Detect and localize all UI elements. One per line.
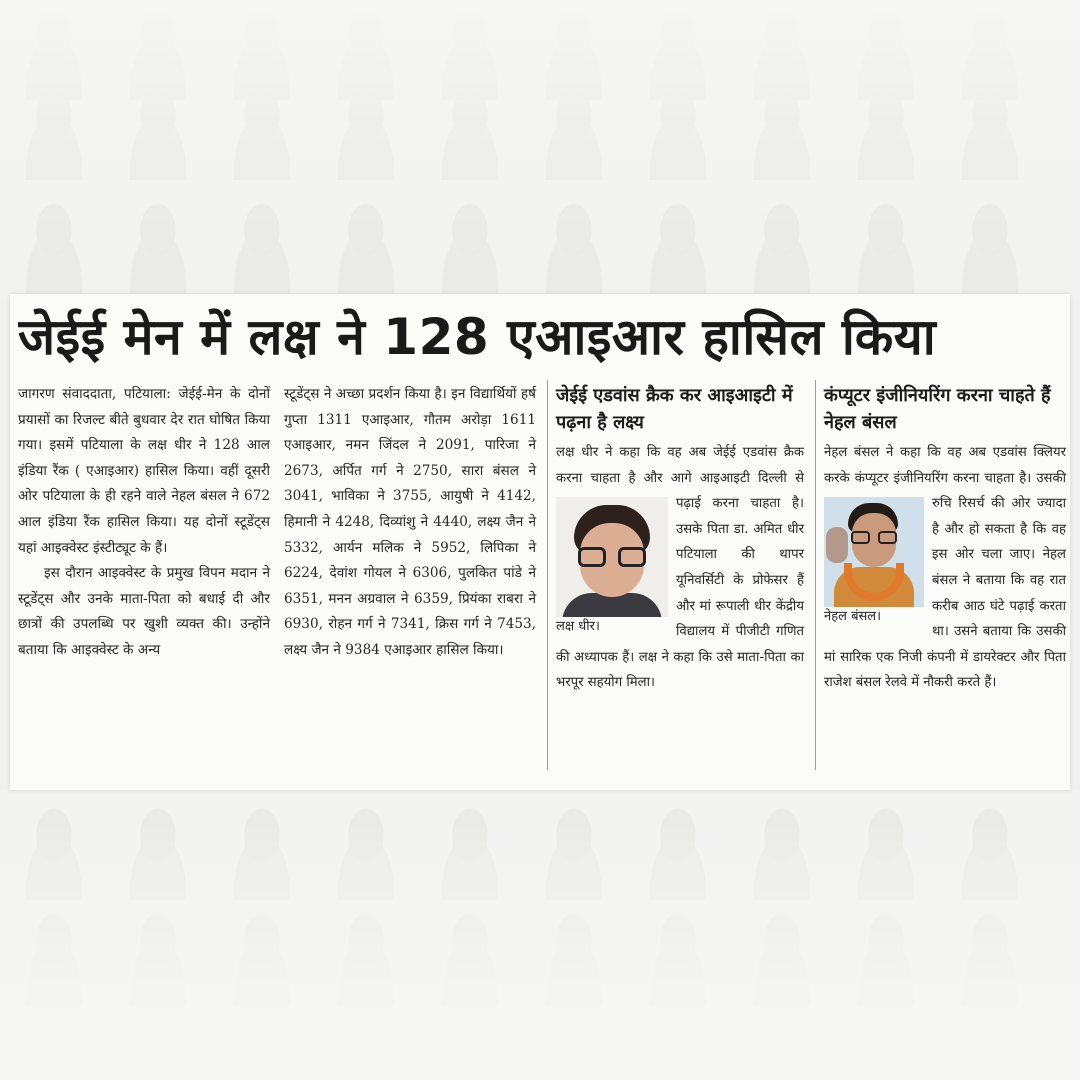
paragraph: स्टूडेंट्स ने अच्छा प्रदर्शन किया है। इन विद्यार्थियों हर्ष गुप्ता 1311 एआइआर, गौतम अरोड़ा 1611 एआइआर, नमन जिंदल ने 2091, पारिजा ने 2673, अर्पित गर्ग ने 2750, सारा बंसल ने 3041, भाविका ने 3755, आयुषी ने 4142, हिमानी ने 4248, दिव्यांशु ने 4440, लक्ष्य जैन ने 5332, आर्यन मलिक ने 5952, लिपिका ने 6224, देवांश गोयल ने 6306, पुलकित पांडे ने 6351, मनन अग्रवाल ने 6359, प्रियंका राबरा ने 6930, रोहन गर्ग ने 7341, क्रिस गर्ग ने 7453, लक्ष्य जैन ने 9384 एआइआर हासिल किया। [284,386,536,658]
article-column-1 [18,382,270,664]
photo-nehal-bansal [824,497,924,627]
background-fade-bottom [0,790,1080,1080]
portrait-image [824,497,924,607]
paragraph-end: आठ घंटे पढ़ाई करता था। उसने बताया कि उसकी मां सारिक एक निजी कंपनी में डायरेक्टर और पिता राजेश बंसल रेलवे में नौकरी करते हैं। [824,598,1066,691]
paragraph: जागरण संवाददाता, पटियाला: जेईई-मेन के दोनों प्रयासों का रिजल्ट बीते बुधवार देर रात घोषित किया गया। इसमें पटियाला के लक्ष धीर ने 128 आल इंडिया रैंक ( एआइआर) हासिल किया। वहीं दूसरी ओर पटियाला के ही रहने वाले नेहल बंसल ने 672 आल इंडिया रैंक हासिल किया। यह दोनों स्टूडेंट्स यहां आइक्वेस्ट इंस्टीट्यूट के हैं। [18,386,270,556]
background-fade-top [0,0,1080,300]
paragraph-wrap: ओर ज्यादा है और हो सकता है कि वह इस ओर चला जाए। नेहल बंसल ने बताया कि वह रात करीब [932,496,1067,614]
subheading: कंप्यूटर इंजीनियरिंग करना चाहते हैं नेहल बंसल [824,385,1051,433]
article-column-4 [824,382,1066,696]
paragraph-intro: लक्ष धीर ने कहा कि वह अब जेईई एडवांस क्रैक करना चाहता है और आगे आइआइटी दिल्ली से पढ़ाई करना [556,445,804,512]
portrait-image [556,497,668,617]
photo-caption: लक्ष धीर। [556,619,600,635]
subheading: जेईई एडवांस क्रैक कर आइआइटी में पढ़ना है लक्ष्य [556,385,793,433]
paragraph-wrap: चाहता है। उसके पिता डा. अमित धीर पटियाला की थापर यूनिवर्सिटी के प्रोफेसर हैं और मां [676,496,804,614]
photo-laksh-dhir [556,497,668,637]
article-column-2 [284,382,536,664]
article-column-3 [556,382,804,696]
headline: जेईई मेन में लक्ष ने 128 एआइआर हासिल किया [18,308,937,366]
paragraph-intro: नेहल बंसल ने कहा कि वह अब एडवांस क्लियर करके कंप्यूटर इंजीनियरिंग करना चाहता है। उसकी रुचि रिसर्च की [824,445,1066,512]
column-divider [815,380,816,770]
newspaper-clipping [10,294,1070,790]
column-divider [547,380,548,770]
paragraph-end: रूपाली धीर केंद्रीय विद्यालय में पीजीटी गणित की अध्यापक हैं। लक्ष ने कहा कि उसे माता-पिता का भरपूर सहयोग मिला। [556,598,804,691]
photo-caption: नेहल बंसल। [824,609,882,625]
paragraph: इस दौरान आइक्वेस्ट के प्रमुख विपन मदान ने स्टूडेंट्स और उनके माता-पिता को बधाई दी और छात्रों की उपलब्धि पर खुशी व्यक्त की। उन्होंने बताया कि आइक्वेस्ट के अन्य [18,565,270,658]
